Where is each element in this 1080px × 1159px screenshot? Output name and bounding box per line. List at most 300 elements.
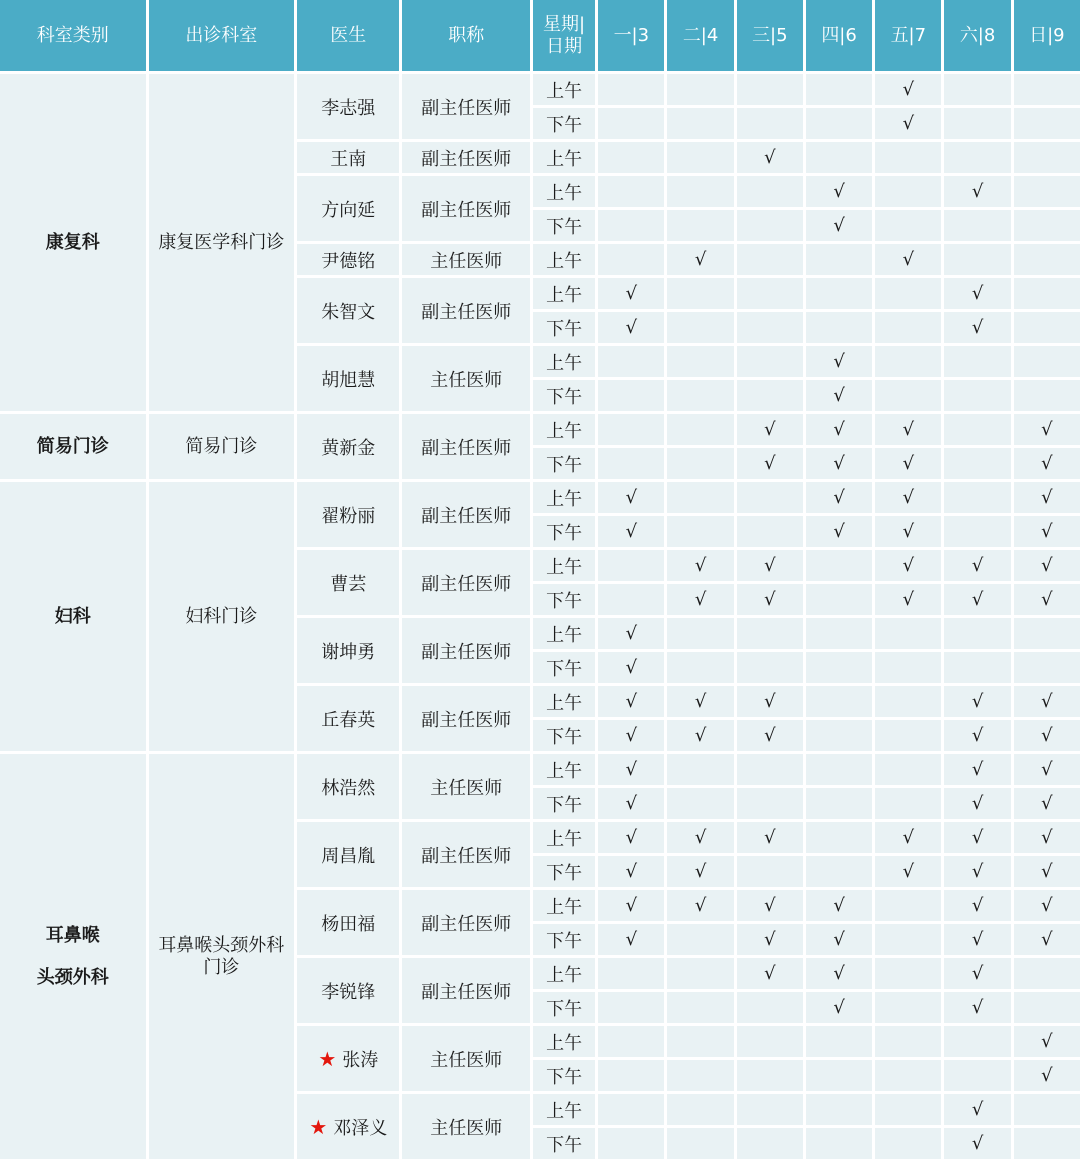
day-cell (667, 380, 733, 411)
day-cell (667, 550, 733, 581)
doctor-name: 李锐锋 (321, 981, 376, 1003)
day-cell (1014, 278, 1080, 309)
day-cell (944, 788, 1010, 819)
day-cell (598, 380, 664, 411)
day-cell (598, 1094, 664, 1125)
category-label: 康复科 (45, 231, 100, 253)
day-cell (875, 992, 941, 1023)
day-cell (875, 924, 941, 955)
check-mark: √ (1041, 487, 1053, 508)
session-period: 下午 (533, 1128, 595, 1159)
day-cell (875, 686, 941, 717)
day-cell (667, 346, 733, 377)
doctor-title-cell: 副主任医师 (402, 958, 529, 1023)
day-cell (875, 210, 941, 241)
day-cell (944, 652, 1010, 683)
day-cell (737, 618, 803, 649)
day-cell (1014, 210, 1080, 241)
header-day: 日|9 (1014, 0, 1080, 71)
header-title: 职称 (402, 0, 529, 71)
doctor-name: 曹芸 (330, 573, 367, 595)
session-period: 上午 (533, 414, 595, 445)
day-cell (737, 890, 803, 921)
category-label: 妇科 (54, 605, 91, 627)
day-cell (737, 176, 803, 207)
table-row (0, 74, 1080, 105)
session-period: 上午 (533, 686, 595, 717)
day-cell (737, 822, 803, 853)
session-period: 下午 (533, 448, 595, 479)
doctor-name: 王南 (330, 148, 367, 170)
check-mark: √ (1041, 725, 1053, 746)
day-cell (875, 618, 941, 649)
day-cell (1014, 788, 1080, 819)
day-cell (806, 414, 872, 445)
check-mark: √ (764, 691, 776, 712)
header-weekday-label: 星期| (543, 13, 586, 35)
day-cell (598, 652, 664, 683)
star-icon: ★ (309, 1114, 328, 1139)
day-cell (1014, 958, 1080, 989)
day-cell (667, 74, 733, 105)
star-icon: ★ (318, 1046, 337, 1071)
day-cell (944, 856, 1010, 887)
department-cell (149, 754, 295, 1159)
day-cell (806, 652, 872, 683)
header-doctor: 医生 (297, 0, 399, 71)
check-mark: √ (625, 793, 638, 814)
day-cell (1014, 584, 1080, 615)
day-cell (806, 380, 872, 411)
day-cell (667, 686, 733, 717)
day-cell (737, 856, 803, 887)
day-cell (944, 380, 1010, 411)
header-day: 三|5 (737, 0, 803, 71)
day-cell (737, 958, 803, 989)
check-mark: √ (625, 759, 638, 780)
day-cell (737, 788, 803, 819)
doctor-name: 方向延 (321, 199, 376, 221)
day-cell (598, 890, 664, 921)
day-cell (875, 108, 941, 139)
day-cell (806, 618, 872, 649)
day-cell (944, 1026, 1010, 1057)
day-cell (875, 754, 941, 785)
header-day: 四|6 (806, 0, 872, 71)
check-mark: √ (971, 589, 984, 610)
day-cell (667, 210, 733, 241)
check-mark: √ (833, 521, 845, 542)
day-cell (944, 686, 1010, 717)
day-cell (598, 720, 664, 751)
day-cell (1014, 822, 1080, 853)
day-cell (737, 652, 803, 683)
header-day: 二|4 (667, 0, 733, 71)
check-mark: √ (1041, 827, 1053, 848)
check-mark: √ (902, 521, 915, 542)
doctor-name: 邓泽义 (333, 1117, 388, 1139)
doctor-title-cell: 副主任医师 (402, 890, 529, 955)
day-cell (1014, 924, 1080, 955)
day-cell (1014, 550, 1080, 581)
day-cell (737, 924, 803, 955)
day-cell (1014, 890, 1080, 921)
doctor-title-cell: 副主任医师 (402, 482, 529, 547)
check-mark: √ (902, 419, 915, 440)
day-cell (806, 176, 872, 207)
check-mark: √ (833, 453, 845, 474)
session-period: 下午 (533, 584, 595, 615)
day-cell (944, 516, 1010, 547)
session-period: 上午 (533, 142, 595, 173)
doctor-name-cell (297, 550, 399, 615)
day-cell (1014, 1026, 1080, 1057)
day-cell (875, 584, 941, 615)
day-cell (875, 448, 941, 479)
doctor-name-cell (297, 142, 399, 173)
check-mark: √ (1041, 419, 1053, 440)
day-cell (806, 244, 872, 275)
session-period: 上午 (533, 754, 595, 785)
day-cell (944, 1060, 1010, 1091)
check-mark: √ (833, 419, 845, 440)
day-cell (944, 992, 1010, 1023)
doctor-name-cell (297, 482, 399, 547)
doctor-title-cell: 副主任医师 (402, 278, 529, 343)
day-cell (737, 992, 803, 1023)
day-cell (806, 74, 872, 105)
header-date-label: 日期 (546, 35, 583, 57)
check-mark: √ (764, 929, 776, 950)
day-cell (806, 278, 872, 309)
day-cell (944, 448, 1010, 479)
day-cell (944, 312, 1010, 343)
day-cell (944, 924, 1010, 955)
day-cell (1014, 380, 1080, 411)
day-cell (598, 278, 664, 309)
day-cell (944, 210, 1010, 241)
session-period: 上午 (533, 74, 595, 105)
check-mark: √ (625, 725, 638, 746)
day-cell (667, 992, 733, 1023)
doctor-name: 丘春英 (321, 709, 376, 731)
check-mark: √ (1041, 759, 1053, 780)
day-cell (1014, 244, 1080, 275)
day-cell (806, 482, 872, 513)
day-cell (598, 754, 664, 785)
day-cell (875, 856, 941, 887)
session-period: 下午 (533, 312, 595, 343)
check-mark: √ (902, 555, 915, 576)
day-cell (737, 108, 803, 139)
day-cell (598, 176, 664, 207)
check-mark: √ (625, 827, 638, 848)
day-cell (1014, 992, 1080, 1023)
day-cell (944, 720, 1010, 751)
day-cell (598, 686, 664, 717)
day-cell (598, 1128, 664, 1159)
check-mark: √ (694, 861, 707, 882)
doctor-name-cell (297, 1026, 399, 1091)
session-period: 上午 (533, 346, 595, 377)
day-cell (737, 278, 803, 309)
day-cell (667, 278, 733, 309)
day-cell (737, 346, 803, 377)
day-cell (598, 142, 664, 173)
doctor-name: 胡旭慧 (321, 369, 376, 391)
check-mark: √ (764, 589, 776, 610)
day-cell (875, 516, 941, 547)
doctor-name-cell (297, 1094, 399, 1159)
day-cell (598, 924, 664, 955)
doctor-title-cell: 副主任医师 (402, 74, 529, 139)
check-mark: √ (902, 861, 915, 882)
day-cell (667, 448, 733, 479)
check-mark: √ (971, 929, 984, 950)
check-mark: √ (833, 385, 845, 406)
day-cell (737, 414, 803, 445)
check-mark: √ (971, 827, 984, 848)
session-period: 上午 (533, 176, 595, 207)
day-cell (806, 754, 872, 785)
doctor-name: 谢坤勇 (321, 641, 376, 663)
day-cell (944, 584, 1010, 615)
check-mark: √ (764, 419, 776, 440)
doctor-name: 翟粉丽 (321, 505, 376, 527)
day-cell (598, 618, 664, 649)
doctor-name: 黄新金 (321, 437, 376, 459)
day-cell (944, 74, 1010, 105)
check-mark: √ (694, 555, 707, 576)
header-category: 科室类别 (0, 0, 146, 71)
check-mark: √ (625, 623, 638, 644)
day-cell (806, 1026, 872, 1057)
day-cell (944, 278, 1010, 309)
check-mark: √ (971, 963, 984, 984)
check-mark: √ (1041, 1031, 1053, 1052)
table-row (0, 414, 1080, 445)
day-cell (875, 176, 941, 207)
day-cell (1014, 142, 1080, 173)
check-mark: √ (625, 861, 638, 882)
check-mark: √ (764, 725, 776, 746)
day-cell (1014, 312, 1080, 343)
day-cell (1014, 176, 1080, 207)
doctor-name: 林浩然 (321, 777, 376, 799)
category-cell (0, 754, 146, 1159)
day-cell (944, 618, 1010, 649)
day-cell (944, 822, 1010, 853)
doctor-name-cell (297, 822, 399, 887)
check-mark: √ (833, 895, 845, 916)
day-cell (875, 312, 941, 343)
department-label: 耳鼻喉头颈外科 (158, 934, 285, 956)
session-period: 下午 (533, 380, 595, 411)
day-cell (1014, 720, 1080, 751)
table-row (0, 754, 1080, 785)
department-cell (149, 74, 295, 411)
session-period: 下午 (533, 788, 595, 819)
doctor-name-cell (297, 958, 399, 1023)
check-mark: √ (625, 317, 638, 338)
session-period: 上午 (533, 890, 595, 921)
session-period: 下午 (533, 924, 595, 955)
day-cell (806, 142, 872, 173)
check-mark: √ (833, 181, 845, 202)
doctor-name-cell (297, 74, 399, 139)
day-cell (598, 244, 664, 275)
day-cell (875, 1026, 941, 1057)
day-cell (806, 890, 872, 921)
day-cell (667, 856, 733, 887)
check-mark: √ (764, 453, 776, 474)
session-period: 下午 (533, 210, 595, 241)
check-mark: √ (1041, 691, 1053, 712)
day-cell (667, 958, 733, 989)
check-mark: √ (625, 521, 638, 542)
day-cell (598, 74, 664, 105)
check-mark: √ (971, 283, 984, 304)
session-period: 上午 (533, 1094, 595, 1125)
day-cell (944, 1128, 1010, 1159)
header-weekday-date (533, 0, 595, 71)
session-period: 下午 (533, 516, 595, 547)
day-cell (806, 550, 872, 581)
day-cell (737, 142, 803, 173)
check-mark: √ (971, 793, 984, 814)
check-mark: √ (902, 589, 915, 610)
check-mark: √ (1041, 555, 1053, 576)
day-cell (806, 992, 872, 1023)
check-mark: √ (902, 827, 915, 848)
check-mark: √ (1041, 589, 1053, 610)
day-cell (944, 176, 1010, 207)
day-cell (944, 890, 1010, 921)
doctor-title-cell: 主任医师 (402, 1026, 529, 1091)
day-cell (598, 958, 664, 989)
day-cell (1014, 1094, 1080, 1125)
day-cell (806, 924, 872, 955)
day-cell (598, 108, 664, 139)
day-cell (1014, 754, 1080, 785)
session-period: 上午 (533, 278, 595, 309)
check-mark: √ (833, 929, 845, 950)
check-mark: √ (1041, 895, 1053, 916)
day-cell (1014, 482, 1080, 513)
doctor-title-cell: 副主任医师 (402, 142, 529, 173)
session-period: 上午 (533, 958, 595, 989)
category-cell (0, 482, 146, 751)
day-cell (667, 516, 733, 547)
check-mark: √ (971, 861, 984, 882)
doctor-name: 尹德铭 (321, 250, 376, 272)
day-cell (875, 244, 941, 275)
day-cell (944, 550, 1010, 581)
day-cell (1014, 652, 1080, 683)
day-cell (598, 1060, 664, 1091)
day-cell (737, 686, 803, 717)
day-cell (1014, 108, 1080, 139)
check-mark: √ (902, 487, 915, 508)
doctor-title-cell: 主任医师 (402, 244, 529, 275)
department-label: 门诊 (203, 956, 240, 978)
day-cell (667, 890, 733, 921)
day-cell (1014, 1060, 1080, 1091)
check-mark: √ (764, 827, 776, 848)
day-cell (875, 414, 941, 445)
day-cell (737, 74, 803, 105)
check-mark: √ (1041, 929, 1053, 950)
day-cell (667, 584, 733, 615)
check-mark: √ (694, 827, 707, 848)
check-mark: √ (625, 657, 638, 678)
day-cell (875, 652, 941, 683)
day-cell (598, 788, 664, 819)
check-mark: √ (833, 351, 845, 372)
doctor-name-cell (297, 890, 399, 955)
check-mark: √ (1041, 453, 1053, 474)
doctor-name-cell (297, 618, 399, 683)
session-period: 上午 (533, 550, 595, 581)
check-mark: √ (971, 725, 984, 746)
day-cell (806, 958, 872, 989)
session-period: 上午 (533, 244, 595, 275)
category-label: 耳鼻喉 (45, 924, 100, 946)
day-cell (598, 550, 664, 581)
check-mark: √ (694, 589, 707, 610)
doctor-name: 张涛 (342, 1049, 379, 1071)
department-label: 康复医学科门诊 (158, 231, 285, 253)
session-period: 下午 (533, 108, 595, 139)
check-mark: √ (625, 895, 638, 916)
check-mark: √ (694, 895, 707, 916)
day-cell (737, 244, 803, 275)
session-period: 上午 (533, 482, 595, 513)
check-mark: √ (902, 249, 915, 270)
day-cell (875, 720, 941, 751)
doctor-name-cell (297, 278, 399, 343)
day-cell (667, 482, 733, 513)
day-cell (1014, 448, 1080, 479)
day-cell (806, 346, 872, 377)
check-mark: √ (764, 895, 776, 916)
day-cell (667, 924, 733, 955)
doctor-title-cell: 副主任医师 (402, 618, 529, 683)
day-cell (944, 108, 1010, 139)
check-mark: √ (625, 929, 638, 950)
day-cell (1014, 856, 1080, 887)
day-cell (806, 584, 872, 615)
header-row (0, 0, 1080, 71)
doctor-name-cell (297, 686, 399, 751)
day-cell (875, 550, 941, 581)
check-mark: √ (694, 249, 707, 270)
doctor-name: 杨田福 (321, 913, 376, 935)
day-cell (806, 788, 872, 819)
check-mark: √ (971, 759, 984, 780)
day-cell (806, 822, 872, 853)
day-cell (1014, 516, 1080, 547)
session-period: 上午 (533, 1026, 595, 1057)
check-mark: √ (971, 317, 984, 338)
check-mark: √ (971, 997, 984, 1018)
doctor-title-cell: 副主任医师 (402, 550, 529, 615)
session-period: 上午 (533, 822, 595, 853)
day-cell (806, 856, 872, 887)
check-mark: √ (833, 487, 845, 508)
day-cell (598, 1026, 664, 1057)
day-cell (598, 856, 664, 887)
